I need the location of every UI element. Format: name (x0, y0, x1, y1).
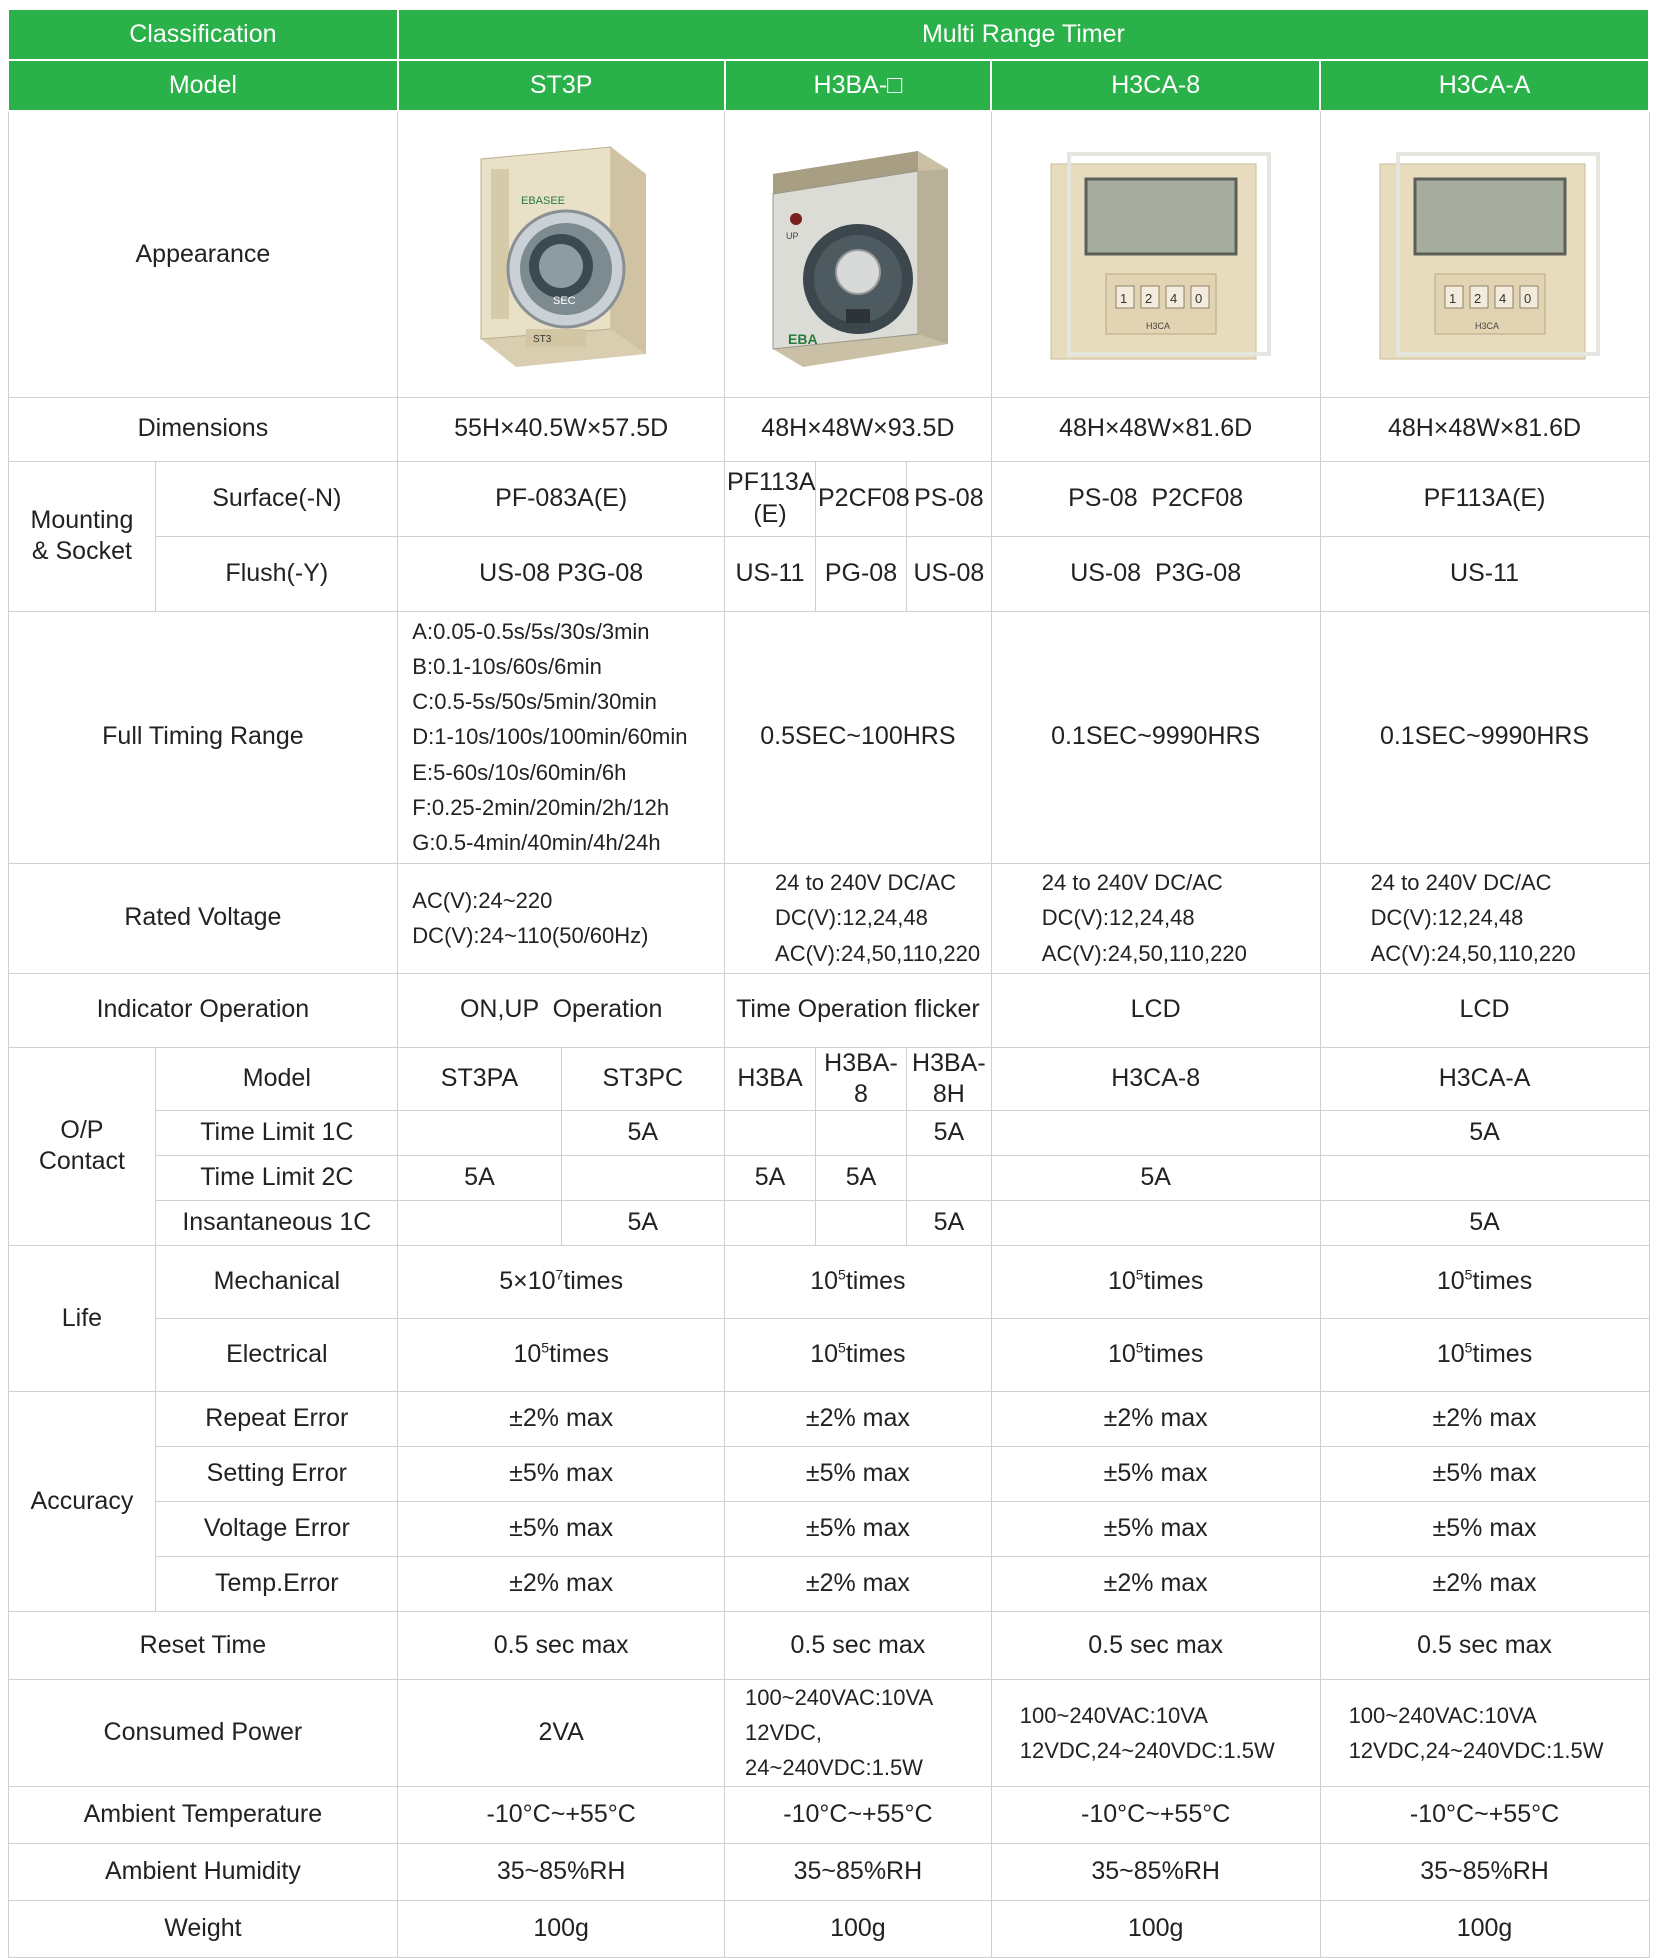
accuracy-cell: ±2% max (725, 1557, 992, 1612)
weight-h3ba: 100g (725, 1900, 992, 1957)
timing-st3p (398, 611, 725, 863)
accuracy-cell: ±5% max (1320, 1447, 1649, 1502)
ambient-temp-h3ca-a: -10°C~+55°C (1320, 1786, 1649, 1843)
ambient-humidity-h3ba: 35~85%RH (725, 1843, 992, 1900)
ambient-humidity-st3p: 35~85%RH (398, 1843, 725, 1900)
power-h3ba-line1: 100~240VAC:10VA 12VDC, (745, 1685, 932, 1746)
reset-h3ca-8: 0.5 sec max (991, 1612, 1320, 1680)
op-model-h3ca-a: H3CA-A (1320, 1047, 1649, 1111)
weight-label: Weight (8, 1900, 398, 1957)
life-mechanical-row (8, 1246, 1649, 1319)
op-cell (991, 1201, 1320, 1246)
surface-h3ba-a-line1: PF113A (727, 468, 816, 497)
ambient-temp-h3ca-8: -10°C~+55°C (991, 1786, 1320, 1843)
accuracy-temp-row (8, 1557, 1649, 1612)
voltage-h3ca-a-line3: AC(V):24,50,110,220 (1370, 940, 1576, 966)
mechanical-st3p-exp: 7 (555, 1267, 564, 1284)
svg-text:H3CA: H3CA (1145, 321, 1170, 332)
accuracy-cell: ±5% max (398, 1502, 725, 1557)
mechanical-h3ca-8-exp: 5 (1135, 1267, 1144, 1284)
electrical-label: Electrical (156, 1319, 398, 1392)
mechanical-label: Mechanical (156, 1246, 398, 1319)
svg-text:2: 2 (1144, 291, 1152, 307)
accuracy-label: Accuracy (8, 1392, 156, 1612)
svg-text:1: 1 (1448, 291, 1456, 307)
op-cell (816, 1201, 907, 1246)
h3ca-8-timer-image (1031, 139, 1281, 369)
mechanical-st3p-base: 5×10 (499, 1267, 556, 1296)
dimensions-st3p: 55H×40.5W×57.5D (398, 397, 725, 461)
op-model-label: Model (156, 1047, 398, 1111)
ambient-humidity-h3ca-8: 35~85%RH (991, 1843, 1320, 1900)
timing-range-d: D:1-10s/100s/100min/60min (412, 724, 688, 750)
accuracy-cell: ±5% max (1320, 1502, 1649, 1557)
mechanical-h3ca-a-exp: 5 (1464, 1267, 1473, 1284)
h3ca-a-image-cell (1320, 111, 1649, 397)
svg-text:1: 1 (1119, 291, 1127, 307)
appearance-row (8, 111, 1649, 397)
electrical-h3ca-8-exp: 5 (1135, 1340, 1144, 1357)
voltage-h3ca-a-line2: DC(V):12,24,48 (1370, 905, 1524, 931)
svg-text:4: 4 (1498, 291, 1506, 307)
weight-h3ca-8: 100g (991, 1900, 1320, 1957)
flush-h3ba-a: US-11 (725, 536, 816, 611)
mechanical-h3ca-8 (991, 1246, 1320, 1319)
ambient-temp-label: Ambient Temperature (8, 1786, 398, 1843)
mechanical-st3p-unit: times (563, 1267, 624, 1296)
timing-row (8, 611, 1649, 863)
accuracy-cell: ±5% max (991, 1502, 1320, 1557)
electrical-st3p (398, 1319, 725, 1392)
electrical-h3ba (725, 1319, 992, 1392)
electrical-st3p-base: 10 (513, 1340, 542, 1369)
electrical-h3ca-a (1320, 1319, 1649, 1392)
accuracy-row-label: Repeat Error (156, 1392, 398, 1447)
op-cell (398, 1111, 561, 1156)
mechanical-h3ca-8-unit: times (1143, 1267, 1204, 1296)
electrical-st3p-unit: times (549, 1340, 609, 1369)
accuracy-cell: ±2% max (725, 1392, 992, 1447)
surface-h3ba-a (725, 461, 816, 536)
ambient-humidity-label: Ambient Humidity (8, 1843, 398, 1900)
reset-label: Reset Time (8, 1612, 398, 1680)
indicator-row (8, 973, 1649, 1047)
mounting-label-line2: & Socket (31, 537, 132, 565)
svg-text:0: 0 (1194, 291, 1202, 307)
timing-range-c: C:0.5-5s/50s/5min/30min (412, 689, 657, 715)
st3p-image-cell (398, 111, 725, 397)
mechanical-h3ba (725, 1246, 992, 1319)
electrical-h3ca-8-base: 10 (1107, 1340, 1136, 1369)
mechanical-h3ca-a-base: 10 (1436, 1267, 1465, 1296)
accuracy-cell: ±5% max (991, 1447, 1320, 1502)
svg-text:UP: UP (785, 231, 799, 242)
op-cell: 5A (1320, 1201, 1649, 1246)
timing-range-a: A:0.05-0.5s/5s/30s/3min (412, 618, 650, 644)
voltage-h3ca-a (1320, 863, 1649, 973)
indicator-st3p: ON,UP Operation (398, 973, 725, 1047)
op-cell (816, 1111, 907, 1156)
ambient-temp-st3p: -10°C~+55°C (398, 1786, 725, 1843)
flush-h3ba-c: US-08 (906, 536, 991, 611)
op-cell: 5A (398, 1156, 561, 1201)
indicator-h3ca-a: LCD (1320, 973, 1649, 1047)
power-st3p: 2VA (398, 1680, 725, 1787)
voltage-h3ba-line2: DC(V):12,24,48 (775, 905, 928, 931)
timing-h3ca-a: 0.1SEC~9990HRS (1320, 611, 1649, 863)
accuracy-cell: ±2% max (1320, 1557, 1649, 1612)
accuracy-setting-row (8, 1447, 1649, 1502)
voltage-st3p-dc: DC(V):24~110(50/60Hz) (412, 923, 649, 948)
electrical-h3ba-exp: 5 (838, 1340, 846, 1357)
ambient-humidity-row (8, 1843, 1649, 1900)
mechanical-h3ba-unit: times (845, 1267, 906, 1296)
surface-st3p: PF-083A(E) (398, 461, 725, 536)
electrical-h3ca-8 (991, 1319, 1320, 1392)
mechanical-h3ca-a-unit: times (1472, 1267, 1533, 1296)
mechanical-h3ca-a (1320, 1246, 1649, 1319)
model-label: Model (8, 60, 398, 111)
surface-row (8, 461, 1649, 536)
weight-row (8, 1900, 1649, 1957)
weight-st3p: 100g (398, 1900, 725, 1957)
op-model-h3ba: H3BA (725, 1047, 816, 1111)
svg-text:H3CA: H3CA (1474, 321, 1499, 332)
svg-text:0: 0 (1523, 291, 1531, 307)
op-contact-label (8, 1047, 156, 1246)
model-h3ca-8: H3CA-8 (991, 60, 1320, 111)
indicator-label: Indicator Operation (8, 973, 398, 1047)
electrical-h3ba-unit: times (845, 1340, 906, 1369)
power-h3ca-8-line2: 12VDC,24~240VDC:1.5W (1019, 1737, 1275, 1763)
op-contact-label-line2: Contact (38, 1147, 126, 1176)
flush-st3p: US-08 P3G-08 (398, 536, 725, 611)
flush-h3ba-b: PG-08 (816, 536, 907, 611)
op-contact-label-line1: O/P (60, 1116, 104, 1144)
voltage-h3ba-line3: AC(V):24,50,110,220 (775, 940, 981, 966)
op-cell (398, 1201, 561, 1246)
reset-st3p: 0.5 sec max (398, 1612, 725, 1680)
mechanical-h3ba-base: 10 (810, 1267, 839, 1296)
header-classification-row (8, 9, 1649, 60)
accuracy-repeat-row (8, 1392, 1649, 1447)
timing-range-f: F:0.25-2min/20min/2h/12h (412, 794, 670, 820)
flush-row (8, 536, 1649, 611)
surface-h3ca-a: PF113A(E) (1320, 461, 1649, 536)
surface-h3ca-8: PS-08 P2CF08 (991, 461, 1320, 536)
ambient-temp-row (8, 1786, 1649, 1843)
h3ba-timer-image (758, 139, 958, 369)
op-model-h3ca-8: H3CA-8 (991, 1047, 1320, 1111)
flush-label: Flush(-Y) (156, 536, 398, 611)
voltage-h3ca-8-line3: AC(V):24,50,110,220 (1041, 940, 1247, 966)
op-cell (1320, 1156, 1649, 1201)
accuracy-cell: ±5% max (725, 1447, 992, 1502)
power-h3ca-a (1320, 1680, 1649, 1787)
accuracy-row-label: Voltage Error (156, 1502, 398, 1557)
timing-range-g: G:0.5-4min/40min/4h/24h (412, 829, 661, 855)
mounting-label-line1: Mounting (30, 505, 134, 534)
life-label: Life (8, 1246, 156, 1392)
flush-h3ca-a: US-11 (1320, 536, 1649, 611)
ambient-temp-h3ba: -10°C~+55°C (725, 1786, 992, 1843)
svg-text:ST3: ST3 (533, 334, 552, 346)
voltage-h3ca-a-line1: 24 to 240V DC/AC (1370, 870, 1552, 896)
op-model-st3pc: ST3PC (561, 1047, 724, 1111)
electrical-h3ca-a-exp: 5 (1464, 1340, 1473, 1357)
accuracy-cell: ±5% max (398, 1447, 725, 1502)
voltage-row (8, 863, 1649, 973)
accuracy-cell: ±2% max (991, 1557, 1320, 1612)
accuracy-cell: ±2% max (991, 1392, 1320, 1447)
op-cell (991, 1111, 1320, 1156)
h3ca-a-timer-image (1360, 139, 1610, 369)
dimensions-h3ba: 48H×48W×93.5D (725, 397, 992, 461)
mechanical-h3ba-exp: 5 (838, 1267, 846, 1284)
ambient-humidity-h3ca-a: 35~85%RH (1320, 1843, 1649, 1900)
h3ca-8-image-cell (991, 111, 1320, 397)
timing-h3ba: 0.5SEC~100HRS (725, 611, 992, 863)
voltage-st3p (398, 863, 725, 973)
voltage-st3p-ac: AC(V):24~220 (412, 887, 553, 913)
model-h3ca-a: H3CA-A (1320, 60, 1649, 111)
accuracy-cell: ±2% max (398, 1557, 725, 1612)
accuracy-row-label: Temp.Error (156, 1557, 398, 1612)
reset-h3ca-a: 0.5 sec max (1320, 1612, 1649, 1680)
dimensions-h3ca-8: 48H×48W×81.6D (991, 397, 1320, 461)
accuracy-voltage-row (8, 1502, 1649, 1557)
power-h3ca-a-line1: 100~240VAC:10VA (1348, 1702, 1537, 1728)
dimensions-h3ca-a: 48H×48W×81.6D (1320, 397, 1649, 461)
flush-h3ca-8: US-08 P3G-08 (991, 536, 1320, 611)
svg-text:SEC: SEC (553, 295, 576, 308)
svg-text:EBA: EBA (787, 331, 818, 348)
power-label: Consumed Power (8, 1680, 398, 1787)
timing-range-e: E:5-60s/10s/60min/6h (412, 759, 627, 785)
op-cell (725, 1201, 816, 1246)
accuracy-cell: ±5% max (725, 1502, 992, 1557)
reset-row (8, 1612, 1649, 1680)
header-model-row (8, 60, 1649, 111)
op-cell: 5A (906, 1201, 991, 1246)
svg-text:2: 2 (1473, 291, 1481, 307)
model-st3p: ST3P (398, 60, 725, 111)
voltage-h3ca-8-line2: DC(V):12,24,48 (1041, 905, 1195, 931)
voltage-h3ca-8 (991, 863, 1320, 973)
op-row-instantaneous-1c (8, 1201, 1649, 1246)
electrical-h3ca-a-unit: times (1472, 1340, 1533, 1369)
timing-label: Full Timing Range (8, 611, 398, 863)
power-h3ca-8 (991, 1680, 1320, 1787)
op-cell: 5A (991, 1156, 1320, 1201)
op-cell: 5A (561, 1201, 724, 1246)
op-cell (725, 1111, 816, 1156)
voltage-h3ca-8-line1: 24 to 240V DC/AC (1041, 870, 1223, 896)
surface-label: Surface(-N) (156, 461, 398, 536)
h3ba-image-cell (725, 111, 992, 397)
surface-h3ba-b: P2CF08 (816, 461, 907, 536)
accuracy-cell: ±2% max (398, 1392, 725, 1447)
appearance-label: Appearance (8, 111, 398, 397)
mounting-label (8, 461, 156, 611)
svg-text:4: 4 (1169, 291, 1177, 307)
op-model-row (8, 1047, 1649, 1111)
op-model-h3ba-8: H3BA-8 (816, 1047, 907, 1111)
life-electrical-row (8, 1319, 1649, 1392)
model-h3ba: H3BA-□ (725, 60, 992, 111)
op-cell (561, 1156, 724, 1201)
classification-label: Classification (8, 9, 398, 60)
op-row-label: Time Limit 1C (156, 1111, 398, 1156)
voltage-h3ba (725, 863, 992, 973)
mechanical-h3ca-8-base: 10 (1107, 1267, 1136, 1296)
power-h3ca-8-line1: 100~240VAC:10VA (1019, 1702, 1208, 1728)
surface-h3ba-a-line2: (E) (753, 499, 787, 528)
op-cell: 5A (906, 1111, 991, 1156)
op-row-label: Time Limit 2C (156, 1156, 398, 1201)
op-cell: 5A (1320, 1111, 1649, 1156)
op-cell: 5A (561, 1111, 724, 1156)
accuracy-cell: ±2% max (1320, 1392, 1649, 1447)
voltage-h3ba-line1: 24 to 240V DC/AC (775, 870, 956, 896)
power-h3ba (725, 1680, 992, 1787)
electrical-h3ca-8-unit: times (1143, 1340, 1204, 1369)
op-cell: 5A (816, 1156, 907, 1201)
power-row (8, 1680, 1649, 1787)
indicator-h3ca-8: LCD (991, 973, 1320, 1047)
electrical-h3ba-base: 10 (810, 1340, 839, 1369)
svg-text:EBASEE: EBASEE (521, 195, 566, 208)
mechanical-st3p (398, 1246, 725, 1319)
electrical-h3ca-a-base: 10 (1436, 1340, 1465, 1369)
spec-table (7, 8, 1650, 1958)
power-h3ca-a-line2: 12VDC,24~240VDC:1.5W (1348, 1737, 1604, 1763)
op-cell: 5A (725, 1156, 816, 1201)
classification-value: Multi Range Timer (398, 9, 1649, 60)
surface-h3ba-c: PS-08 (906, 461, 991, 536)
timing-h3ca-8: 0.1SEC~9990HRS (991, 611, 1320, 863)
weight-h3ca-a: 100g (1320, 1900, 1649, 1957)
accuracy-row-label: Setting Error (156, 1447, 398, 1502)
power-h3ba-line2: 24~240VDC:1.5W (745, 1755, 923, 1781)
dimensions-row (8, 397, 1649, 461)
voltage-label: Rated Voltage (8, 863, 398, 973)
indicator-h3ba: Time Operation flicker (725, 973, 992, 1047)
electrical-st3p-exp: 5 (541, 1340, 550, 1357)
timing-range-b: B:0.1-10s/60s/6min (412, 654, 602, 680)
op-row-label: Insantaneous 1C (156, 1201, 398, 1246)
op-row-time-limit-1c (8, 1111, 1649, 1156)
op-model-h3ba-8h: H3BA-8H (906, 1047, 991, 1111)
op-model-st3pa: ST3PA (398, 1047, 561, 1111)
dimensions-label: Dimensions (8, 397, 398, 461)
reset-h3ba: 0.5 sec max (725, 1612, 992, 1680)
st3p-timer-image (461, 139, 661, 369)
op-row-time-limit-2c (8, 1156, 1649, 1201)
op-cell (906, 1156, 991, 1201)
